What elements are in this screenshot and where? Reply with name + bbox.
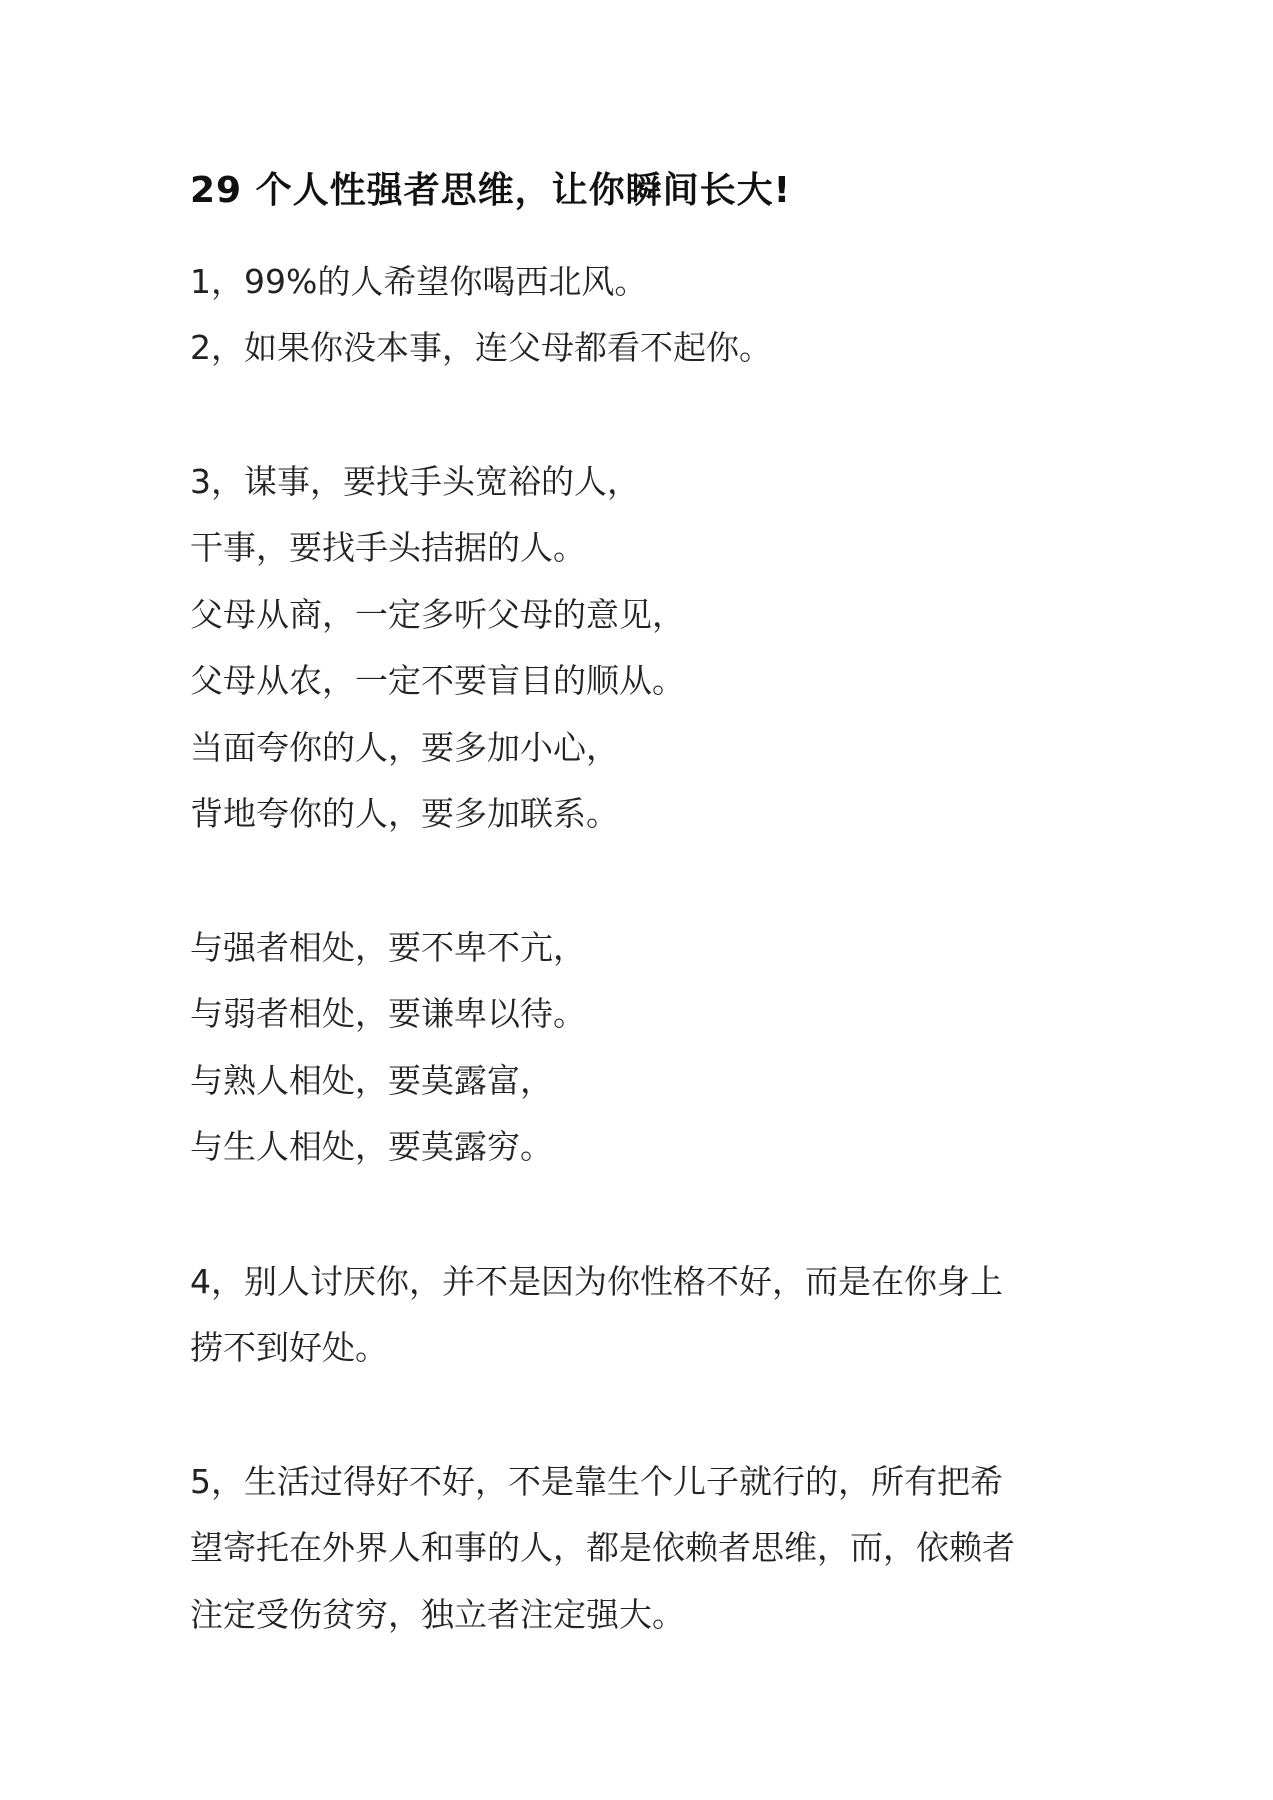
text-line: 望寄托在外界人和事的人，都是依赖者思维，而，依赖者: [190, 1528, 1015, 1567]
text-line: 与熟人相处，要莫露富，: [190, 1061, 553, 1100]
text-line: 与弱者相处，要谦卑以待。: [190, 994, 586, 1033]
text-line: 1，99%的人希望你喝西北风。: [190, 262, 648, 301]
text-line: 父母从农，一定不要盲目的顺从。: [190, 661, 685, 700]
text-line: 与生人相处，要莫露穷。: [190, 1127, 553, 1166]
text-line: 与强者相处，要不卑不亢，: [190, 928, 586, 967]
text-line: 干事，要找手头拮据的人。: [190, 528, 586, 567]
text-line: 5，生活过得好不好，不是靠生个儿子就行的，所有把希: [190, 1462, 1003, 1501]
text-line: 4，别人讨厌你，并不是因为你性格不好，而是在你身上: [190, 1262, 1003, 1301]
text-line: 当面夸你的人，要多加小心，: [190, 728, 619, 767]
text-line: 背地夸你的人，要多加联系。: [190, 794, 619, 833]
text-line: 捞不到好处。: [190, 1328, 388, 1367]
text-line: 父母从商，一定多听父母的意见，: [190, 595, 685, 634]
text-line: 注定受伤贫穷，独立者注定强大。: [190, 1595, 685, 1634]
text-line: 3，谋事，要找手头宽裕的人，: [190, 462, 640, 501]
document-title: 29 个人性强者思维，让你瞬间长大!: [190, 170, 792, 211]
text-line: 2，如果你没本事，连父母都看不起你。: [190, 328, 772, 367]
